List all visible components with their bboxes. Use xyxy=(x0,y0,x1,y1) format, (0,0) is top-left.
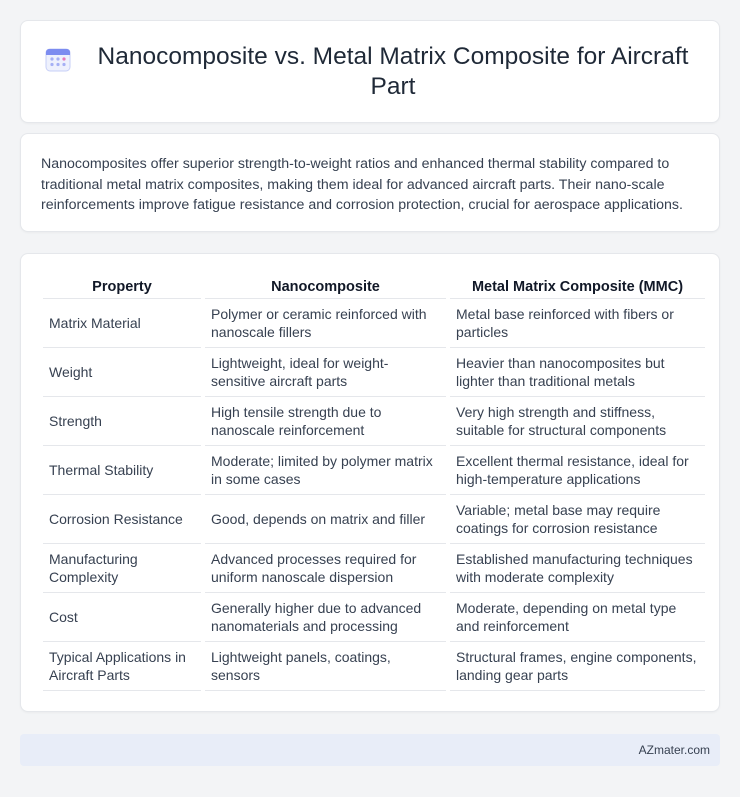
property-cell: Matrix Material xyxy=(43,299,201,348)
nanocomposite-cell: Lightweight panels, coatings, sensors xyxy=(205,642,446,691)
mmc-cell: Structural frames, engine components, landing gear parts xyxy=(450,642,705,691)
property-cell: Typical Applications in Aircraft Parts xyxy=(43,642,201,691)
table-row xyxy=(43,593,705,642)
property-cell: Weight xyxy=(43,348,201,397)
nanocomposite-cell: High tensile strength due to nanoscale reinforcement xyxy=(205,397,446,446)
page-title: Nanocomposite vs. Metal Matrix Composite for Aircraft Part xyxy=(97,42,689,100)
table-row xyxy=(43,495,705,544)
property-cell: Cost xyxy=(43,593,201,642)
nanocomposite-cell: Moderate; limited by polymer matrix in some cases xyxy=(205,446,446,495)
table-header-row xyxy=(43,276,705,299)
mmc-cell: Excellent thermal resistance, ideal for high-temperature applications xyxy=(450,446,705,495)
nanocomposite-cell: Polymer or ceramic reinforced with nanoscale fillers xyxy=(205,299,446,348)
table-row xyxy=(43,397,705,446)
header-nanocomposite: Nanocomposite xyxy=(205,276,446,299)
property-cell: Strength xyxy=(43,397,201,446)
summary-text: Nanocomposites offer superior strength-to-weight ratios and enhanced thermal stability compared to traditional metal matrix composites, making them ideal for advanced aircraft parts. Their nano-scale reinforcements improve fatigue resistance and corrosion protection, crucial for aerospace applications. xyxy=(41,156,683,213)
comparison-table xyxy=(39,276,709,691)
title-card xyxy=(20,20,720,123)
nanocomposite-cell: Advanced processes required for uniform nanoscale dispersion xyxy=(205,544,446,593)
mmc-cell: Very high strength and stiffness, suitable for structural components xyxy=(450,397,705,446)
property-cell: Manufacturing Complexity xyxy=(43,544,201,593)
header-mmc: Metal Matrix Composite (MMC) xyxy=(450,276,705,299)
table-row xyxy=(43,299,705,348)
table-row xyxy=(43,446,705,495)
calendar-grid-icon xyxy=(45,46,71,72)
footer-bar xyxy=(20,734,720,766)
mmc-cell: Moderate, depending on metal type and reinforcement xyxy=(450,593,705,642)
table-row xyxy=(43,642,705,691)
property-cell: Corrosion Resistance xyxy=(43,495,201,544)
mmc-cell: Heavier than nanocomposites but lighter than traditional metals xyxy=(450,348,705,397)
comparison-table-card xyxy=(20,253,720,712)
nanocomposite-cell: Good, depends on matrix and filler xyxy=(205,495,446,544)
mmc-cell: Established manufacturing techniques with moderate complexity xyxy=(450,544,705,593)
header-property: Property xyxy=(43,276,201,299)
footer-brand: AZmater.com xyxy=(638,743,710,757)
nanocomposite-cell: Lightweight, ideal for weight-sensitive aircraft parts xyxy=(205,348,446,397)
nanocomposite-cell: Generally higher due to advanced nanomaterials and processing xyxy=(205,593,446,642)
table-row xyxy=(43,544,705,593)
summary-card xyxy=(20,133,720,232)
property-cell: Thermal Stability xyxy=(43,446,201,495)
table-row xyxy=(43,348,705,397)
title-wrap xyxy=(45,42,695,102)
mmc-cell: Variable; metal base may require coatings for corrosion resistance xyxy=(450,495,705,544)
mmc-cell: Metal base reinforced with fibers or particles xyxy=(450,299,705,348)
